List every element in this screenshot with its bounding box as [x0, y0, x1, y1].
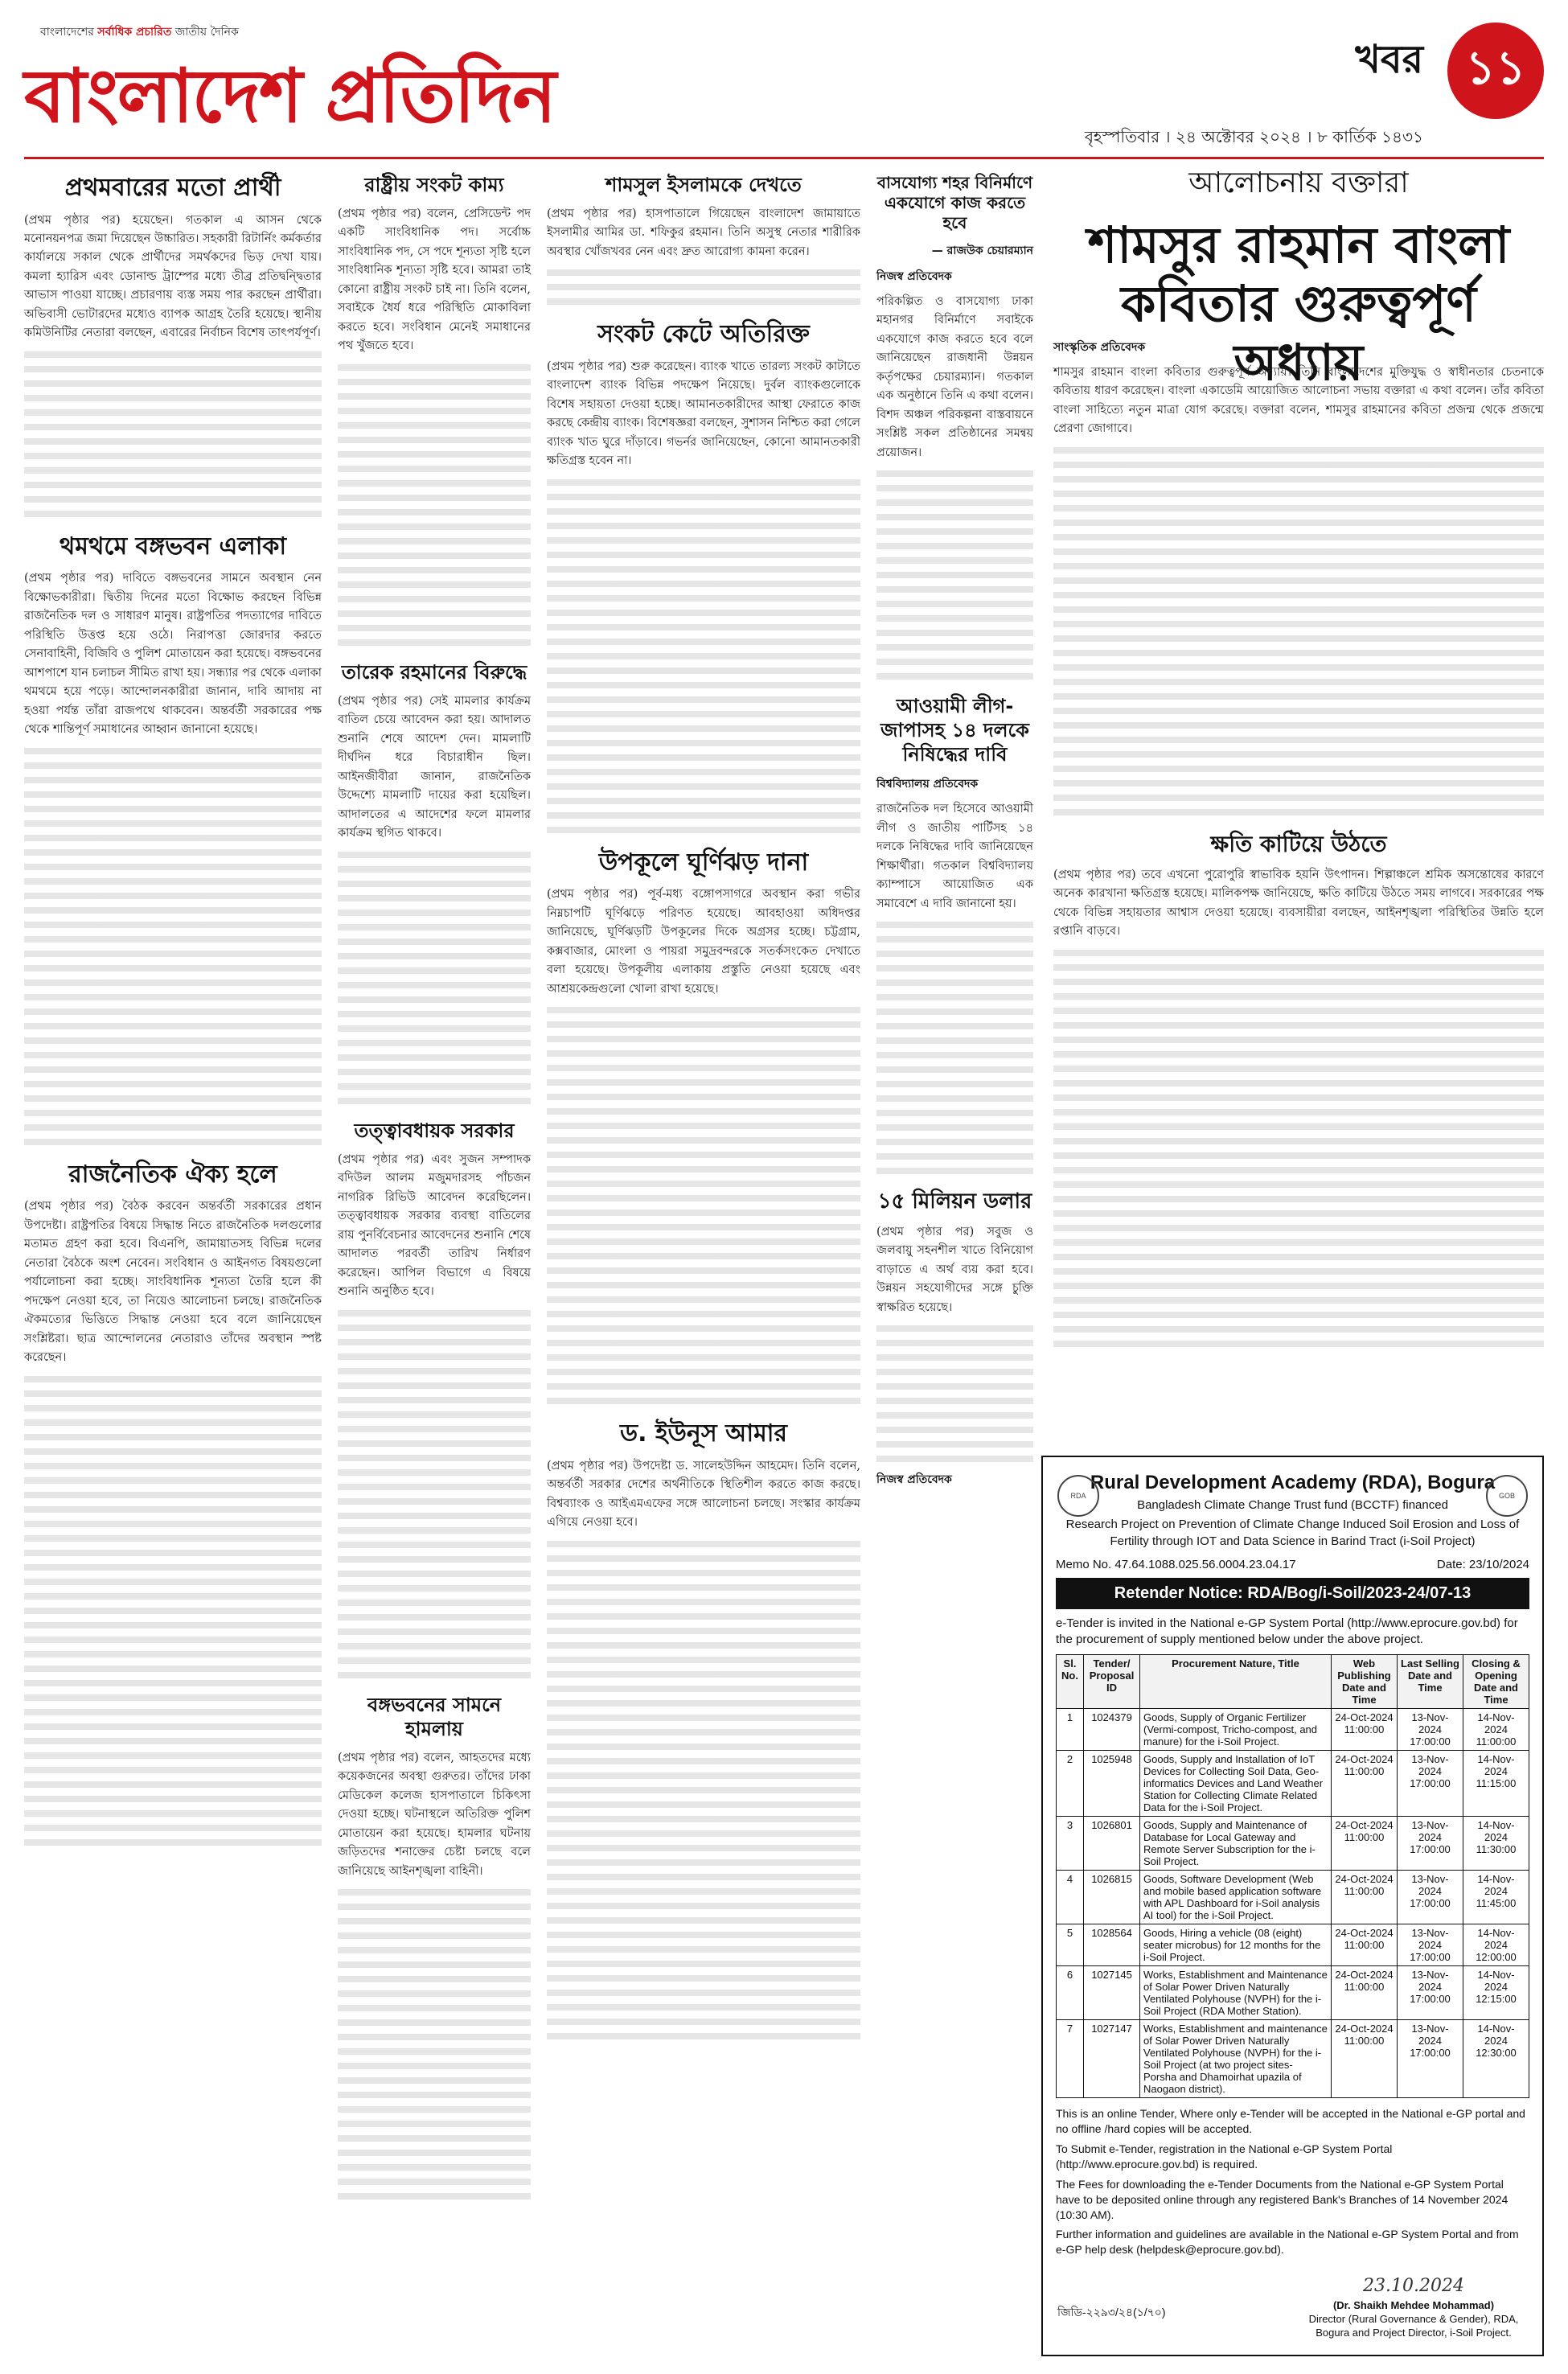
col-header: Procurement Nature, Title	[1140, 1655, 1332, 1709]
table-cell-title: Goods, Hiring a vehicle (08 (eight) seater microbus) for 12 months for the i-Soil Project.	[1140, 1924, 1332, 1966]
story-political-unity	[24, 1160, 322, 1846]
table-cell-sl: 5	[1057, 1924, 1084, 1966]
story-reporter: সাংস্কৃতিক প্রতিবেদক	[1053, 341, 1146, 354]
table-cell-title: Works, Establishment and maintenance of Solar Power Driven Naturally Ventilated Polyhouse (NVPH) for the i-Soil Project (at two project sites- Porsha and Dhamoirhat upazila of Naogaon district).	[1140, 2020, 1332, 2098]
story-headline: রাজনৈতিক ঐক্য হলে	[68, 1160, 277, 1189]
story-body: (প্রথম পৃষ্ঠার পর) বলেন, প্রেসিডেন্ট পদ একটি সাংবিধানিক পদ। সর্বোচ্চ সাংবিধানিক পদ, সে পদে শূন্যতা সৃষ্টি হলে সাংবিধানিক শূন্যতা সৃষ্টি হবে। আমরা তাই কোনো রাষ্ট্রীয় সংকট চাই না। তিনি বলেন, সবাইকে ধৈর্য ধরে পরিস্থিতি মোকাবিলা করতে হবে। সংবিধান মেনেই সমাধানের পথ খুঁজতে হবে।	[338, 207, 531, 353]
story-headline: আওয়ামী লীগ-জাপাসহ ১৪ দলকে নিষিদ্ধের দাবি	[880, 695, 1029, 766]
retender-banner: Retender Notice: RDA/Bog/i-Soil/2023-24/07-13	[1056, 1578, 1529, 1609]
text-lines	[1053, 447, 1544, 815]
table-cell-sl: 6	[1057, 1966, 1084, 2020]
story-headline: প্রথমবারের মতো প্রার্থী	[64, 174, 281, 202]
tender-header	[1056, 1472, 1529, 1550]
table-cell-close: 14-Nov-2024 11:15:00	[1463, 1751, 1529, 1817]
logo-text: বাংলাদেশ প্রতিদিন	[24, 53, 556, 139]
column-2	[338, 173, 531, 2214]
handwritten-signature: 23.10.2024	[1363, 2275, 1464, 2296]
table-cell-id: 1026815	[1084, 1871, 1140, 1924]
story-body: (প্রথম পৃষ্ঠার পর) তবে এখনো পুরোপুরি স্বাভাবিক হয়নি উৎপাদন। শিল্পাঞ্চলে শ্রমিক অসন্তোষের কারণে অনেক কারখানা ক্ষতিগ্রস্ত হয়েছে। মালিকপক্ষ জানিয়েছে, ক্ষতি কাটিয়ে উঠতে সময় লাগবে। সরকারের পক্ষ থেকে বিভিন্ন সহায়তার আশ্বাস দেওয়া হয়েছে। ব্যবসায়ীরা বলছেন, আইনশৃঙ্খলা পরিস্থিতির উন্নতি হলে রপ্তানি বাড়বে।	[1053, 868, 1544, 939]
tender-notes	[1056, 2106, 1529, 2257]
tender-project: Research Project on Prevention of Climate Change Induced Soil Erosion and Loss of Fertility through IOT and Data Science in Barind Tract (i-Soil Project)	[1065, 1518, 1520, 1548]
story-cyclone-dana	[547, 848, 860, 1404]
story-shamsur-rahman	[1053, 338, 1544, 815]
story-headline: শামসুল ইসলামকে দেখতে	[605, 174, 802, 196]
table-cell-sell: 13-Nov-2024 17:00:00	[1398, 1751, 1463, 1817]
story-headline: ১৫ মিলিয়ন ডলার	[877, 1189, 1032, 1214]
tender-note: This is an online Tender, Where only e-Tender will be accepted in the National e-GP portal and no offline /hard copies will be accepted.	[1056, 2107, 1525, 2136]
story-reporter: নিজস্ব প্রতিবেদক	[876, 270, 952, 283]
story-body: (প্রথম পৃষ্ঠার পর) দাবিতে বঙ্গভবনের সামনে অবস্থান নেন বিক্ষোভকারীরা। দ্বিতীয় দিনের মতো বিক্ষোভ করছেন বিভিন্ন রাজনৈতিক দল ও সাধারণ মানুষ। রাষ্ট্রপতির পদত্যাগের দাবিতে পরিস্থিতি উত্তপ্ত হয়ে ওঠে। নিরাপত্তা জোরদার করতে সেনাবাহিনী, বিজিবি ও পুলিশ মোতায়েন করা হয়েছে। বঙ্গভবনের আশপাশে যান চলাচল সীমিত রাখা হয়। সন্ধ্যার পর থেকে এলাকা থমথমে হয়ে পড়ে। আন্দোলনকারীরা জানান, দাবি আদায় না হওয়া পর্যন্ত তাঁরা রাজপথে থাকবেন। অন্তর্বর্তী সরকারের পক্ষ থেকে শান্তিপূর্ণ সমাধানের আহ্বান জানানো হয়েছে।	[24, 572, 322, 737]
text-lines	[338, 852, 531, 1104]
story-headline: বাসযোগ্য শহর বিনির্মাণে একযোগে কাজ করতে হবে	[876, 173, 1033, 232]
feature-headline: শামসুর রাহমান বাংলা কবিতার গুরুত্বপূর্ণ অধ্যায়	[1087, 216, 1510, 392]
story-headline: রাষ্ট্রীয় সংকট কাম্য	[364, 174, 504, 196]
story-overcome-loss	[1053, 830, 1544, 1347]
table-cell-id: 1025948	[1084, 1751, 1140, 1817]
feature-kicker: আলোচনায় বক্তারা	[1188, 166, 1409, 199]
story-body: (প্রথম পৃষ্ঠার পর) পূর্ব-মধ্য বঙ্গোপসাগরে অবস্থান করা গভীর নিম্নচাপটি ঘূর্ণিঝড়ে পরিণত হয়েছে। আবহাওয়া অধিদপ্তর জানিয়েছে, ঘূর্ণিঝড়টি উপকূলের দিকে অগ্রসর হচ্ছে। চট্টগ্রাম, কক্সবাজার, মোংলা ও পায়রা সমুদ্রবন্দরকে সতর্কসংকেত দেখাতে বলা হয়েছে। উপকূলীয় এলাকায় প্রস্তুতি নেওয়া হয়েছে এবং আশ্রয়কেন্দ্রগুলো খোলা রাখা হয়েছে।	[547, 888, 860, 996]
story-first-time-candidate	[24, 173, 322, 517]
table-cell-id: 1027147	[1084, 2020, 1140, 2098]
page-number-badge: ১১	[1447, 23, 1544, 119]
story-headline: থমথমে বঙ্গভবন এলাকা	[59, 532, 287, 561]
story-state-crisis	[338, 173, 531, 646]
tender-note: To Submit e-Tender, registration in the National e-GP System Portal (http://www.eprocure.gov.bd) is required.	[1056, 2142, 1393, 2171]
table-cell-sell: 13-Nov-2024 17:00:00	[1398, 2020, 1463, 2098]
text-lines	[24, 1376, 322, 1846]
col-header: Tender/ Proposal ID	[1084, 1655, 1140, 1709]
story-rajuk	[876, 173, 1033, 680]
table-cell-title: Goods, Supply of Organic Fertilizer (Vermi-compost, Tricho-compost, and manure) for the i-Soil Project.	[1140, 1709, 1332, 1751]
story-bangabhaban-attack	[338, 1693, 531, 2199]
table-row	[1057, 1966, 1529, 2020]
table-row	[1057, 2020, 1529, 2098]
table-cell-close: 14-Nov-2024 11:00:00	[1463, 1709, 1529, 1751]
table-cell-sell: 13-Nov-2024 17:00:00	[1398, 1966, 1463, 2020]
col-header: Closing & Opening Date and Time	[1463, 1655, 1529, 1709]
story-crisis	[547, 319, 860, 832]
column-3	[547, 173, 860, 2054]
table-cell-sl: 4	[1057, 1871, 1084, 1924]
column-1	[24, 173, 322, 1860]
story-headline: ক্ষতি কাটিয়ে উঠতে	[1210, 830, 1387, 857]
text-lines	[338, 1310, 531, 1678]
table-cell-pub: 24-Oct-2024 11:00:00	[1332, 1751, 1398, 1817]
tender-table	[1056, 1654, 1529, 2098]
story-15-million	[876, 1189, 1033, 1489]
col-header: Web Publishing Date and Time	[1332, 1655, 1398, 1709]
text-lines	[338, 1889, 531, 2199]
table-cell-sell: 13-Nov-2024 17:00:00	[1398, 1924, 1463, 1966]
text-lines	[547, 479, 860, 833]
table-cell-close: 14-Nov-2024 12:00:00	[1463, 1924, 1529, 1966]
table-cell-sell: 13-Nov-2024 17:00:00	[1398, 1709, 1463, 1751]
table-row	[1057, 1751, 1529, 1817]
text-lines	[547, 1007, 860, 1404]
table-cell-id: 1026801	[1084, 1817, 1140, 1871]
table-cell-close: 14-Nov-2024 11:30:00	[1463, 1817, 1529, 1871]
newspaper-logo	[24, 14, 556, 151]
tender-funding: Bangladesh Climate Change Trust fund (BCCTF) financed	[1137, 1498, 1448, 1512]
memo-row	[1056, 1558, 1529, 1571]
signature-block	[1301, 2275, 1526, 2340]
table-cell-pub: 24-Oct-2024 11:00:00	[1332, 1966, 1398, 2020]
table-cell-pub: 24-Oct-2024 11:00:00	[1332, 1871, 1398, 1924]
text-lines	[24, 748, 322, 1145]
table-cell-sl: 2	[1057, 1751, 1084, 1817]
story-body: (প্রথম পৃষ্ঠার পর) সেই মামলার কার্যক্রম বাতিল চেয়ে আবেদন করা হয়। আদালত শুনানি শেষে আদেশ দেন। মামলাটি দীর্ঘদিন ধরে বিচারাধীন ছিল। আইনজীবীরা জানান, রাজনৈতিক উদ্দেশ্যে মামলাটি দায়ের করা হয়েছিল। আদালতের এ আদেশের ফলে মামলার কার্যক্রম স্থগিত থাকবে।	[338, 694, 531, 840]
col-header: Last Selling Date and Time	[1398, 1655, 1463, 1709]
story-body: রাজনৈতিক দল হিসেবে আওয়ামী লীগ ও জাতীয় পার্টিসহ ১৪ দলকে নিষিদ্ধের দাবি জানিয়েছেন শিক্ষার্থীরা। গতকাল বিশ্ববিদ্যালয় ক্যাম্পাসে আয়োজিত এক সমাবেশে এ দাবি জানানো হয়।	[876, 803, 1033, 910]
story-headline: ড. ইউনূস আমার	[620, 1419, 787, 1448]
table-cell-title: Goods, Supply and Maintenance of Database for Local Gateway and Remote Server Subscription for the i-Soil Project.	[1140, 1817, 1332, 1871]
table-cell-id: 1024379	[1084, 1709, 1140, 1751]
logo-tagline: বাংলাদেশের সর্বাধিক প্রচারিত জাতীয় দৈনিক	[40, 26, 239, 39]
table-cell-id: 1028564	[1084, 1924, 1140, 1966]
text-lines	[547, 269, 860, 305]
story-body: পরিকল্পিত ও বাসযোগ্য ঢাকা মহানগর বিনির্মাণে সবাইকে একযোগে কাজ করতে হবে বলে জানিয়েছেন রাজধানী উন্নয়ন কর্তৃপক্ষের চেয়ারম্যান। গতকাল এক অনুষ্ঠানে তিনি এ কথা বলেন। বিশদ অঞ্চল পরিকল্পনা বাস্তবায়নে সংশ্লিষ্ট সকল প্রতিষ্ঠানের সমন্বয় প্রয়োজন।	[876, 295, 1033, 459]
story-yunus	[547, 1419, 860, 2039]
table-row	[1057, 1709, 1529, 1751]
table-cell-title: Goods, Supply and Installation of IoT Devices for Collecting Soil Data, Geo-informatics Devices and Land Weather Station for Collecting Climate Related Data for the i-Soil Project.	[1140, 1751, 1332, 1817]
story-body: শামসুর রাহমান বাংলা কবিতার গুরুত্বপূর্ণ অধ্যায়। তিনি বাংলাদেশের মুক্তিযুদ্ধ ও স্বাধীনতার চেতনাকে কবিতায় ধারণ করেছেন। বাংলা একাডেমি আয়োজিত আলোচনা সভায় বক্তারা এ কথা বলেন। তাঁর কবিতা বাংলা সাহিত্যে নতুন মাত্রা যোগ করেছে। বক্তারা বলেন, শামসুর রাহমানের কবিতা প্রজন্ম থেকে প্রজন্মে প্রেরণা জোগাবে।	[1053, 366, 1544, 436]
text-lines	[876, 922, 1033, 1174]
memo-number: Memo No. 47.64.1088.025.56.0004.23.04.17	[1056, 1557, 1296, 1571]
column-4	[876, 173, 1033, 1504]
story-body: (প্রথম পৃষ্ঠার পর) বৈঠক করবেন অন্তর্বর্তী সরকারের প্রধান উপদেষ্টা। রাষ্ট্রপতির বিষয়ে সিদ্ধান্ত নিতে রাজনৈতিক দলগুলোর মতামত গ্রহণ করা হবে। বিএনপি, জামায়াতসহ বিভিন্ন দলের নেতারা বৈঠকে অংশ নেবেন। সংবিধান ও আইনগত বিষয়গুলো পর্যালোচনা করা হচ্ছে। সাংবিধানিক শূন্যতা তৈরি হলে কী পদক্ষেপ নেওয়া হবে, তা নিয়েও আলোচনা চলছে। রাজনৈতিক ঐকমত্যের ভিত্তিতে সিদ্ধান্ত নেওয়া হবে বলে জানিয়েছেন সংশ্লিষ্টরা। ছাত্র আন্দোলনের নেতারাও তাঁদের অবস্থান স্পষ্ট করেছেন।	[24, 1200, 322, 1365]
masthead-rule	[24, 157, 1544, 159]
story-headline: সংকট কেটে অতিরিক্ত	[597, 320, 810, 349]
story-body: (প্রথম পৃষ্ঠার পর) হাসপাতালে গিয়েছেন বাংলাদেশ জামায়াতে ইসলামীর আমির ডা. শফিকুর রহমান। তিনি অসুস্থ নেতার শারীরিক অবস্থার খোঁজখবর নেন এবং দ্রুত আরোগ্য কামনা করেন।	[547, 207, 860, 258]
story-body: (প্রথম পৃষ্ঠার পর) হয়েছেন। গতকাল এ আসন থেকে মনোনয়নপত্র জমা দিয়েছেন উচ্চারিত। সহকারী রিটার্নিং কর্মকর্তার কার্যালয়ে সকাল থেকে প্রার্থীদের সমর্থকদের ভিড় দেখা যায়। কমলা হ্যারিস এবং ডোনাল্ড ট্রাম্পের মধ্যে তীব্র প্রতিদ্বন্দ্বিতার আভাস পাওয়া যাচ্ছে। প্রচারণায় ব্যস্ত সময় পার করছেন প্রার্থীরা। অভিবাসী ভোটারদের মধ্যেও ব্যাপক আগ্রহ তৈরি হয়েছে। স্থানীয় কমিউনিটির নেতারা বলছেন, এবারের নির্বাচন বিশেষ তাৎপর্যপূর্ণ।	[24, 213, 322, 340]
table-cell-pub: 24-Oct-2024 11:00:00	[1332, 1709, 1398, 1751]
signatory-title: Director (Rural Governance & Gender), RDA, Bogura and Project Director, i-Soil Project.	[1308, 2313, 1519, 2339]
table-cell-close: 14-Nov-2024 12:15:00	[1463, 1966, 1529, 2020]
table-row	[1057, 1924, 1529, 1966]
table-cell-pub: 24-Oct-2024 11:00:00	[1332, 1924, 1398, 1966]
story-body: (প্রথম পৃষ্ঠার পর) সবুজ ও জলবায়ু সহনশীল খাতে বিনিয়োগ বাড়াতে এ অর্থ ব্যয় করা হবে। উন্নয়ন সহযোগীদের সঙ্গে চুক্তি স্বাক্ষরিত হয়েছে।	[876, 1225, 1033, 1314]
signatory-name: (Dr. Shaikh Mehdee Mohammad)	[1332, 2299, 1495, 2312]
story-body: (প্রথম পৃষ্ঠার পর) এবং সুজন সম্পাদক বদিউল আলম মজুমদারসহ পাঁচজন নাগরিক রিভিউ আবেদন করেছিলেন। তত্ত্বাবধায়ক সরকার ব্যবস্থা বাতিলের রায় পুনর্বিবেচনার আবেদনের শুনানি শেষে আদালত পরবর্তী তারিখ নির্ধারণ করেছেন। আপিল বিভাগে এ বিষয়ে শুনানি অনুষ্ঠিত হবে।	[338, 1152, 531, 1299]
story-ban-demand	[876, 694, 1033, 1174]
story-bangabhaban	[24, 532, 322, 1145]
text-lines	[338, 364, 531, 646]
story-body: (প্রথম পৃষ্ঠার পর) উপদেষ্টা ড. সালেহউদ্দিন আহমেদ। তিনি বলেন, অন্তর্বর্তী সরকার দেশের অর্থনীতিকে স্থিতিশীল করতে কাজ করছে। বিশ্বব্যাংক ও আইএমএফের সঙ্গে আলোচনা চলছে। সংস্কার কার্যক্রম এগিয়ে নেওয়া হবে।	[547, 1459, 860, 1530]
story-caretaker	[338, 1119, 531, 1678]
tender-notice	[1041, 1456, 1544, 2356]
memo-date: Date: 23/10/2024	[1436, 1557, 1529, 1571]
government-seal-icon: GOB	[1486, 1475, 1528, 1517]
col-header: Sl. No.	[1057, 1655, 1084, 1709]
rda-logo-icon: RDA	[1057, 1475, 1099, 1517]
story-headline: তারেক রহমানের বিরুদ্ধে	[341, 660, 527, 684]
story-body: (প্রথম পৃষ্ঠার পর) বলেন, আহতদের মধ্যে কয়েকজনের অবস্থা গুরুতর। তাঁদের ঢাকা মেডিকেল কলেজ হাসপাতালে চিকিৎসা দেওয়া হচ্ছে। ঘটনাস্থলে অতিরিক্ত পুলিশ মোতায়েন করা হয়েছে। হামলার ঘটনায় জড়িতদের শনাক্তের চেষ্টা চলছে বলে জানিয়েছে আইনশৃঙ্খলা বাহিনী।	[338, 1751, 531, 1878]
story-reporter: নিজস্ব প্রতিবেদক	[876, 1473, 952, 1487]
text-lines	[876, 1325, 1033, 1462]
story-body: (প্রথম পৃষ্ঠার পর) শুরু করেছেন। ব্যাংক খাতে তারল্য সংকট কাটাতে বাংলাদেশ ব্যাংক বিভিন্ন পদক্ষেপ নিয়েছে। দুর্বল ব্যাংকগুলোকে বিশেষ সহায়তা দেওয়া হচ্ছে। আমানতকারীদের আস্থা ফেরাতে কাজ করছে কেন্দ্রীয় ব্যাংক। বিশেষজ্ঞরা বলছেন, সুশাসন নিশ্চিত করা গেলে ব্যাংক খাত ঘুরে দাঁড়াবে। গভর্নর জানিয়েছেন, কোনো আমানতকারী ক্ষতিগ্রস্ত হবেন না।	[547, 359, 860, 468]
story-reporter: বিশ্ববিদ্যালয় প্রতিবেদক	[876, 778, 979, 791]
story-headline: তত্ত্বাবধায়ক সরকার	[354, 1119, 515, 1142]
table-cell-sell: 13-Nov-2024 17:00:00	[1398, 1871, 1463, 1924]
masthead	[24, 14, 1544, 155]
table-row	[1057, 1871, 1529, 1924]
text-lines	[547, 1541, 860, 2039]
table-cell-sl: 1	[1057, 1709, 1084, 1751]
table-cell-close: 14-Nov-2024 11:45:00	[1463, 1871, 1529, 1924]
column-5	[1053, 338, 1544, 1362]
tender-note: Further information and guidelines are available in the National e-GP System Portal and from e-GP help desk (helpdesk@eprocure.gov.bd).	[1056, 2228, 1519, 2257]
table-row	[1057, 1817, 1529, 1871]
tender-note: The Fees for downloading the e-Tender Documents from the National e-GP System Portal have to be deposited online through any registered Bank's Branches of 14 November 2024 (10:30 AM).	[1056, 2177, 1508, 2221]
table-cell-pub: 24-Oct-2024 11:00:00	[1332, 1817, 1398, 1871]
text-lines	[24, 351, 322, 517]
table-cell-title: Goods, Software Development (Web and mobile based application software with APL Dashboard for i-Soil analysis AI tool) for the i-Soil Project.	[1140, 1871, 1332, 1924]
table-cell-id: 1027145	[1084, 1966, 1140, 2020]
table-cell-sl: 7	[1057, 2020, 1084, 2098]
text-lines	[876, 470, 1033, 680]
story-headline: বঙ্গভবনের সামনে হামলায়	[367, 1693, 502, 1740]
table-cell-sl: 3	[1057, 1817, 1084, 1871]
issue-date: বৃহস্পতিবার । ২৪ অক্টোবর ২০২৪ । ৮ কার্তিক ১৪৩১	[1084, 127, 1423, 146]
table-cell-close: 14-Nov-2024 12:30:00	[1463, 2020, 1529, 2098]
tender-intro: e-Tender is invited in the National e-GP System Portal (http://www.eprocure.gov.bd) for the procurement of supply mentioned below under the above project.	[1056, 1616, 1518, 1646]
table-header-row	[1057, 1655, 1529, 1709]
story-tarique	[338, 660, 531, 1104]
story-headline: উপকূলে ঘূর্ণিঝড় দানা	[598, 848, 809, 877]
section-title: খবর	[1355, 37, 1423, 82]
table-cell-sell: 13-Nov-2024 17:00:00	[1398, 1817, 1463, 1871]
table-cell-title: Works, Establishment and Maintenance of Solar Power Driven Naturally Ventilated Polyhouse (NVPH) for the i-Soil Project (RDA Mother Station).	[1140, 1966, 1332, 2020]
tender-org: Rural Development Academy (RDA), Bogura	[1090, 1472, 1496, 1493]
text-lines	[1053, 950, 1544, 1347]
story-shamsul-islam	[547, 173, 860, 305]
story-byline: — রাজউক চেয়ারম্যান	[931, 244, 1033, 257]
ref-code: জিডি-২২৯৩/২৪(১/৭০)	[1057, 2306, 1166, 2319]
table-cell-pub: 24-Oct-2024 11:00:00	[1332, 2020, 1398, 2098]
